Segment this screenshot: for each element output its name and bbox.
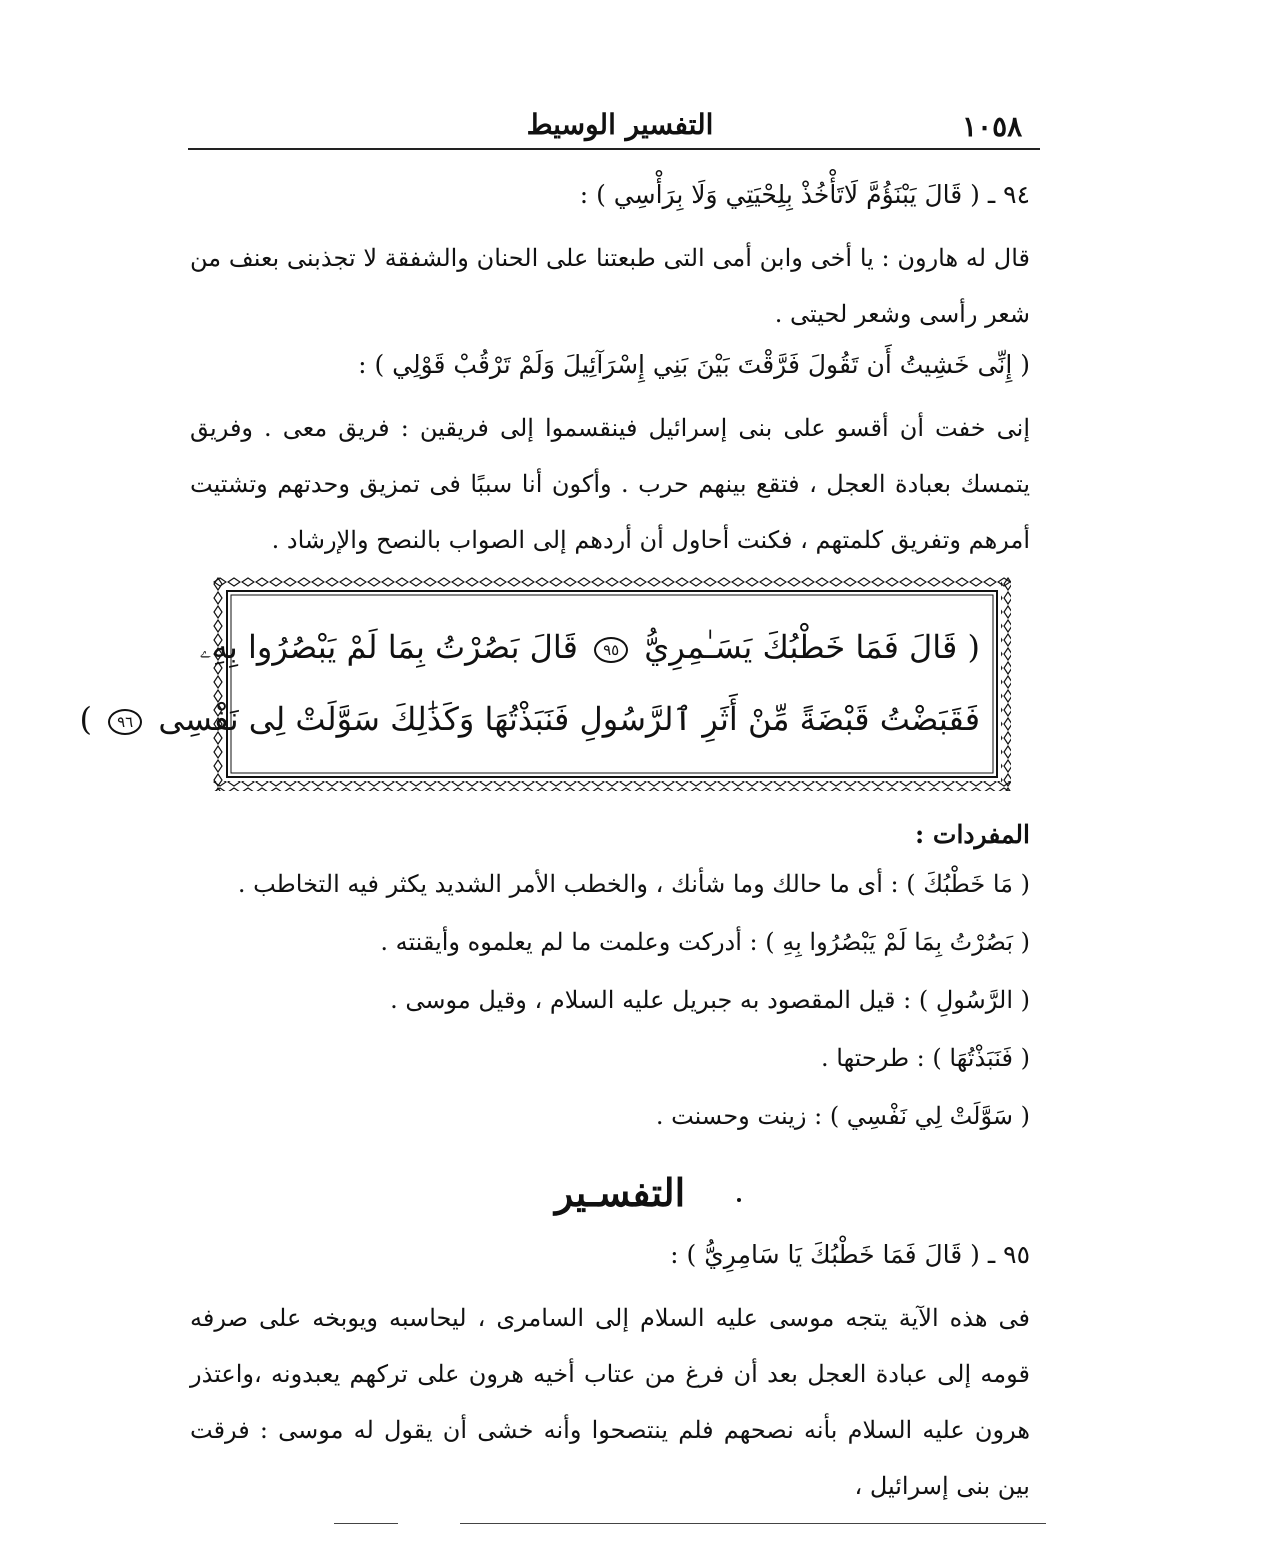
quran-ornamental-frame — [213, 577, 1011, 791]
quran-line-2-close: ) — [79, 700, 92, 738]
vocabulary-item: ( مَا خَطْبُكَ ) : أى ما حالك وما شأنك ، والخطب الأمر الشديد يكثر فيه التخاطب . — [237, 870, 1030, 898]
ayah-number-96: ٩٦ — [108, 709, 142, 735]
quran-line-1-text-b: قَالَ بَصُرْتُ بِمَا لَمْ يَبْصُرُوا بِهِۦ — [199, 628, 578, 666]
vocabulary-title: المفردات : — [914, 820, 1030, 849]
header-rule — [188, 148, 1040, 150]
stray-dot — [737, 1198, 741, 1202]
quran-line-2 — [79, 700, 980, 738]
verse-94-quote: ( إِنِّى خَشِيتُ أَن تَقُولَ فَرَّقْتَ بَيْنَ بَنِي إِسْرَآئِيلَ وَلَمْ تَرْقُبْ قَوْلِي ) : — [358, 350, 1030, 379]
verse-94-heading: ٩٤ ـ ( قَالَ يَبْنَؤُمَّ لَاتَأْخُذْ بِلِحْيَتِي وَلَا بِرَأْسِي ) : — [579, 180, 1030, 209]
running-title: التفسير الوسيط — [526, 108, 714, 141]
verse-95-heading: ٩٥ ـ ( قَالَ فَمَا خَطْبُكَ يَا سَامِرِيُّ ) : — [670, 1240, 1030, 1269]
tafsir-paragraph: فى هذه الآية يتجه موسى عليه السلام إلى السامرى ، ليحاسبه ويوبخه على صرفه قومه إلى عبادة العجل بعد أن فرغ من عتاب أخيه هرون على تركهم يعبدونه ،واعتذر هرون عليه السلام بأنه نصحهم فلم ينتصحوا وأنه خشى أن يقول له موسى : فرقت بين بنى إسرائيل ، — [190, 1304, 1030, 1500]
vocabulary-item: ( فَنَبَذْتُهَا ) : طرحتها . — [821, 1044, 1030, 1072]
verse-94-explanation: قال له هارون : يا أخى وابن أمى التى طبعتنا على الحنان والشفقة لا تجذبنى بعنف من شعر رأسى وشعر لحيتى . — [190, 244, 1030, 328]
footer-rule-short — [334, 1523, 398, 1524]
verse-94-commentary: إنى خفت أن أقسو على بنى إسرائيل فينقسموا إلى فريقين : فريق معى . وفريق يتمسك بعبادة العجل ، فتقع بينهم حرب . وأكون أنا سببًا فى تمزيق وحدتهم وتشتيت أمرهم وتفريق كلمتهم ، فكنت أحاول أن أردهم إلى الصواب بالنصح والإرشاد . — [190, 414, 1030, 554]
page-number: ١٠٥٨ — [962, 110, 1023, 143]
footer-rule-long — [460, 1523, 1046, 1524]
vocabulary-item: ( سَوَّلَتْ لِي نَفْسِي ) : زينت وحسنت . — [655, 1102, 1030, 1130]
vocabulary-item: ( الرَّسُولِ ) : قيل المقصود به جبريل عليه السلام ، وقيل موسى . — [390, 986, 1030, 1014]
quran-line-2-text: فَقَبَضْتُ قَبْضَةً مِّنْ أَثَرِ ٱلرَّسُولِ فَنَبَذْتُهَا وَكَذَٰلِكَ سَوَّلَتْ لِى نَفْسِى — [158, 700, 980, 738]
quran-line-1 — [199, 628, 980, 667]
tafsir-section-title: التفسـير — [554, 1170, 686, 1215]
vocabulary-item: ( بَصُرْتُ بِمَا لَمْ يَبْصُرُوا بِهِ ) : أدركت وعلمت ما لم يعلموه وأيقنته . — [380, 928, 1030, 956]
quran-line-1-text-a: ( قَالَ فَمَا خَطْبُكَ يَسَـٰمِرِيُّ — [644, 628, 980, 666]
ayah-number-95: ٩٥ — [594, 637, 628, 663]
frame-border — [213, 577, 1011, 791]
